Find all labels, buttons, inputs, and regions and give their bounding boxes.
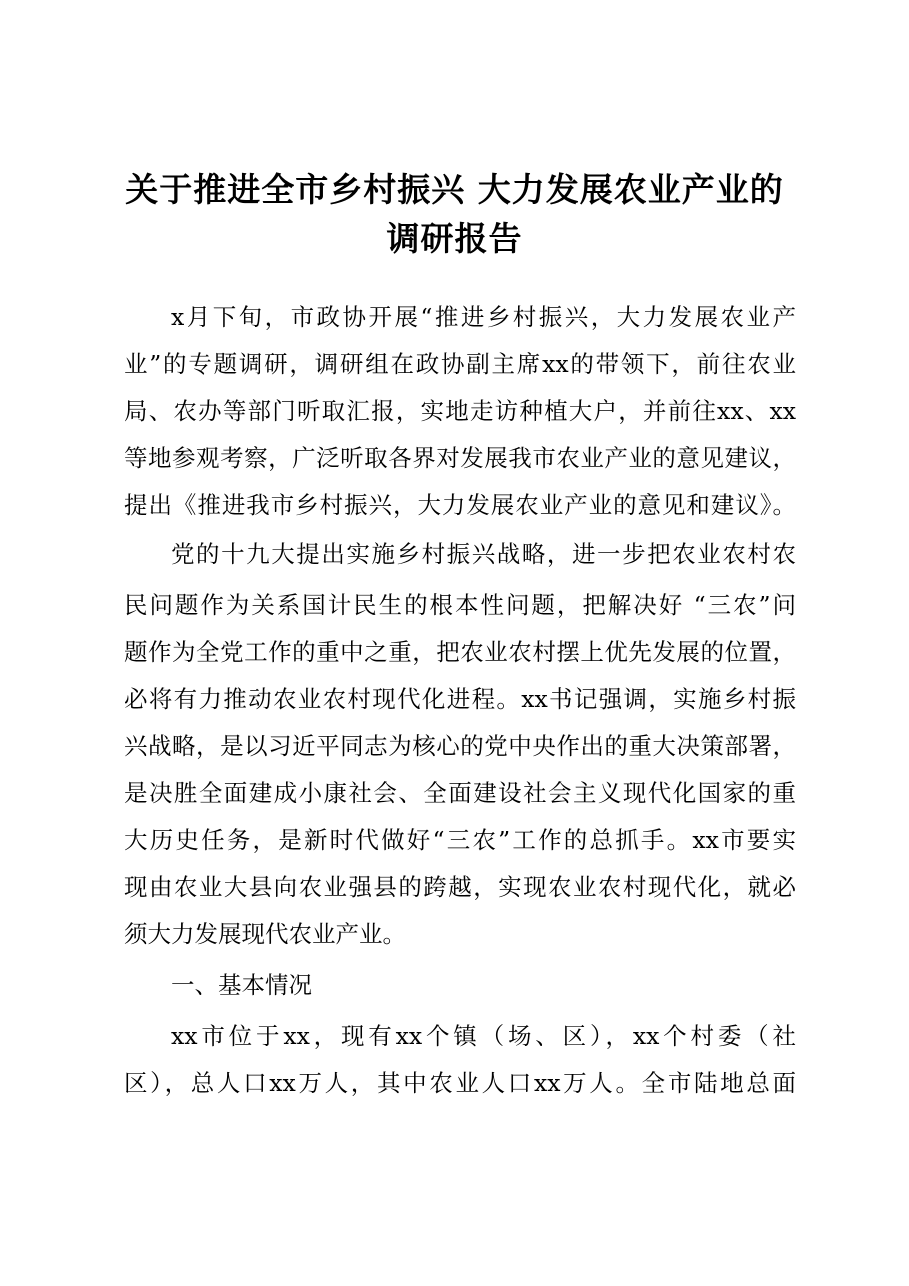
paragraph-2-line-4: 必将有力推动农业农村现代化进程。xx书记强调，实施乡村振 — [124, 685, 796, 713]
paragraph-1-line-2: 业”的专题调研，调研组在政协副主席xx的带领下，前往农业 — [124, 350, 796, 378]
paragraph-3-line-1: xx市位于xx，现有xx个镇（场、区），xx个村委（社 — [171, 1022, 796, 1050]
paragraph-2-line-3: 题作为全党工作的重中之重，把农业农村摆上优先发展的位置， — [124, 638, 796, 666]
paragraph-2-line-9: 须大力发展现代农业产业。 — [124, 920, 406, 948]
paragraph-1-line-4: 等地参观考察，广泛听取各界对发展我市农业产业的意见建议， — [124, 444, 796, 472]
paragraph-1-line-1: x月下旬，市政协开展“推进乡村振兴，大力发展农业产 — [171, 303, 796, 331]
paragraph-2-line-6: 是决胜全面建成小康社会、全面建设社会主义现代化国家的重 — [124, 779, 796, 807]
paragraph-2-line-5: 兴战略，是以习近平同志为核心的党中央作出的重大决策部署， — [124, 732, 796, 760]
document-title-line-1: 关于推进全市乡村振兴 大力发展农业产业的 — [125, 170, 784, 209]
paragraph-2-line-1: 党的十九大提出实施乡村振兴战略，进一步把农业农村农 — [171, 540, 796, 568]
section-heading-basic-info: 一、基本情况 — [171, 971, 312, 999]
paragraph-1-line-3: 局、农办等部门听取汇报，实地走访种植大户，并前往xx、xx — [124, 397, 796, 425]
paragraph-3-line-2: 区），总人口xx万人，其中农业人口xx万人。全市陆地总面 — [124, 1069, 796, 1097]
paragraph-2-line-2: 民问题作为关系国计民生的根本性问题，把解决好 “三农”问 — [124, 591, 796, 619]
paragraph-2-line-7: 大历史任务，是新时代做好“三农”工作的总抓手。xx市要实 — [124, 826, 796, 854]
paragraph-2-line-8: 现由农业大县向农业强县的跨越，实现农业农村现代化，就必 — [124, 873, 796, 901]
paragraph-1-line-5: 提出《推进我市乡村振兴，大力发展农业产业的意见和建议》。 — [124, 491, 796, 519]
document-title-line-2: 调研报告 — [386, 219, 523, 258]
